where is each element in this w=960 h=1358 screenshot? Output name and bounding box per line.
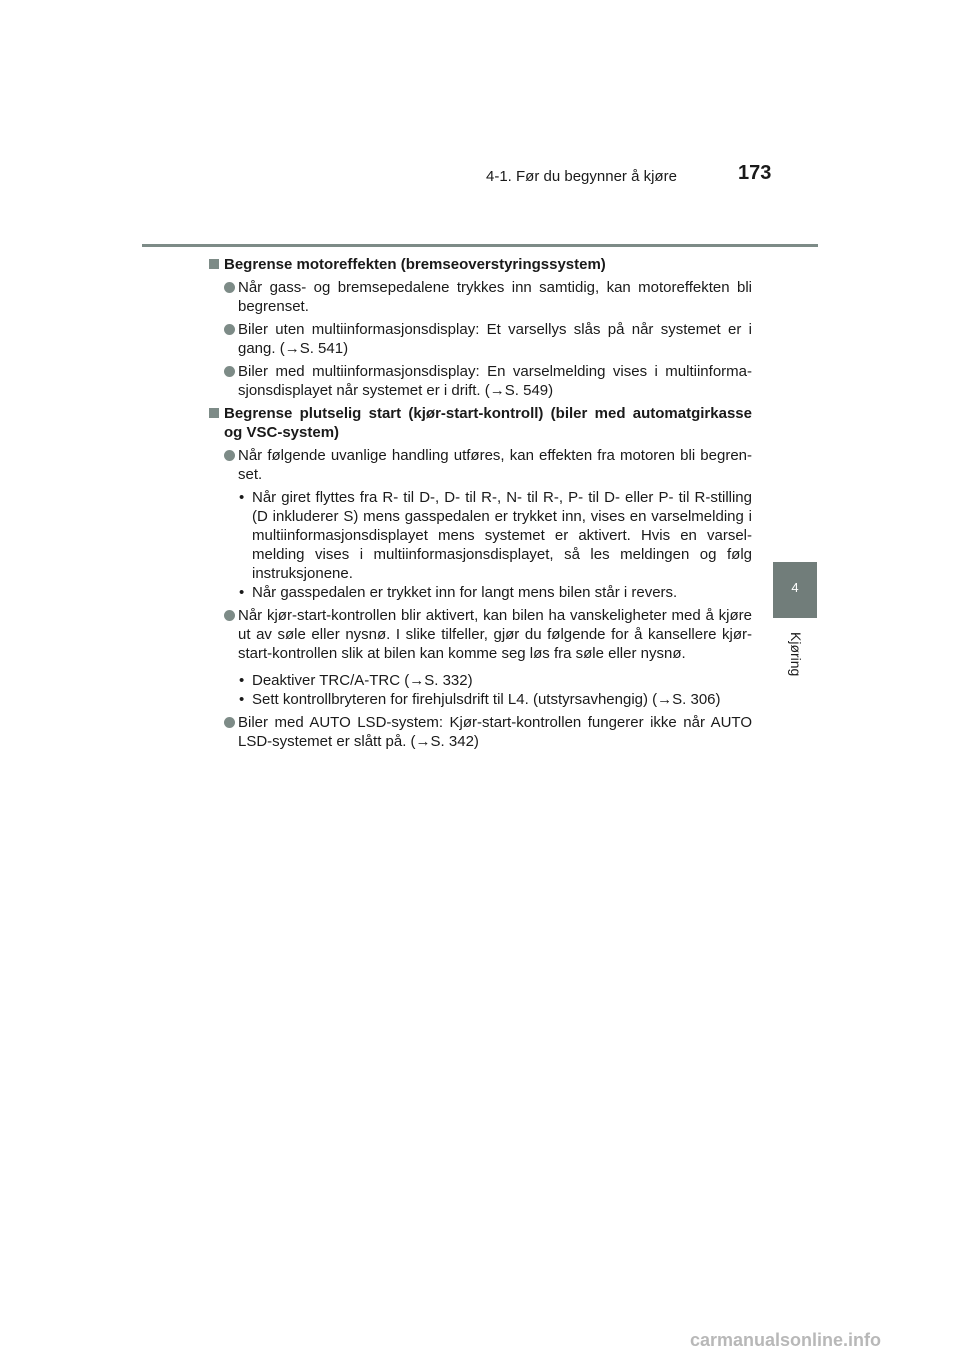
list-item [208,713,752,751]
circle-bullet-icon [224,366,235,377]
sub-list-item [208,488,752,583]
section-heading-text: Begrense motoreffekten (bremseoverstyringssystem) [224,256,606,273]
sub-list-item [208,583,752,602]
list-item [208,278,752,316]
list-item-text: Når gass- og bremsepedalene trykkes inn samtidig, kan motoreffekten bli begrenset. [238,279,752,315]
section-heading [208,404,752,442]
dot-bullet-icon: • [239,584,245,601]
square-bullet-icon [209,408,219,418]
list-item-text: Biler med AUTO LSD-system: Kjør-start-kontrollen fungerer ikke når AUTO LSD-systemet er slått på. (→S. 342) [238,714,752,750]
circle-bullet-icon [224,717,235,728]
list-item-text: Når kjør-start-kontrollen blir aktivert, kan bilen ha vanskeligheter med å kjøre ut av søle eller nysnø. I slike tilfeller, gjør du følgende for å kansellere kjør-start-kontrollen slik at bilen kan komme seg løs fra søle eller nysnø. [238,607,752,662]
square-bullet-icon [209,259,219,269]
sub-list-item [208,671,752,690]
header-section-title: 4-1. Før du begynner å kjøre [486,168,677,185]
circle-bullet-icon [224,450,235,461]
chapter-tab-number: 4 [791,580,799,595]
sub-list [208,671,752,709]
chapter-tab[interactable] [773,562,817,618]
header-divider [142,244,818,247]
circle-bullet-icon [224,282,235,293]
watermark-logo: carmanualsonline.info [690,1330,882,1350]
section-heading-text: Begrense plutselig start (kjør-start-kontroll) (biler med automatgirkasse og VSC-system) [224,405,752,441]
list-item [208,606,752,663]
sub-list-item-text: Når giret flyttes fra R- til D-, D- til R-, N- til R-, P- til D- eller P- til R-stilling (D inkluderer S) mens gasspedalen er trykket inn, vises en varselmelding i multiinformasjonsdisplayet mens systemet er aktivert. Hvis en varsel-melding vises i multiinformasjonsdisplayet, så les meldingen og følg instruksjonene. [252,489,752,582]
page-number: 173 [738,162,772,184]
list-item [208,362,752,400]
dot-bullet-icon: • [239,672,245,689]
chapter-tab-label: Kjøring [788,632,804,677]
sub-list-item-text: Deaktiver TRC/A-TRC (→S. 332) [252,672,473,689]
dot-bullet-icon: • [239,489,245,506]
circle-bullet-icon [224,610,235,621]
sub-list-item [208,690,752,709]
list-item [208,446,752,484]
list-item-text: Biler med multiinformasjonsdisplay: En varselmelding vises i multiinforma-sjonsdisplayet når systemet er i drift. (→S. 549) [238,363,752,399]
sub-list [208,488,752,602]
list-item-text: Når følgende uvanlige handling utføres, kan effekten fra motoren bli begren-set. [238,447,752,483]
section-heading [208,255,752,274]
list-item-text: Biler uten multiinformasjonsdisplay: Et varsellys slås på når systemet er i gang. (→S. 541) [238,321,752,357]
circle-bullet-icon [224,324,235,335]
sub-list-item-text: Sett kontrollbryteren for firehjulsdrift til L4. (utstyrsavhengig) (→S. 306) [252,691,721,708]
dot-bullet-icon: • [239,691,245,708]
page-content [208,255,752,755]
list-item [208,320,752,358]
sub-list-item-text: Når gasspedalen er trykket inn for langt mens bilen står i revers. [252,584,678,601]
